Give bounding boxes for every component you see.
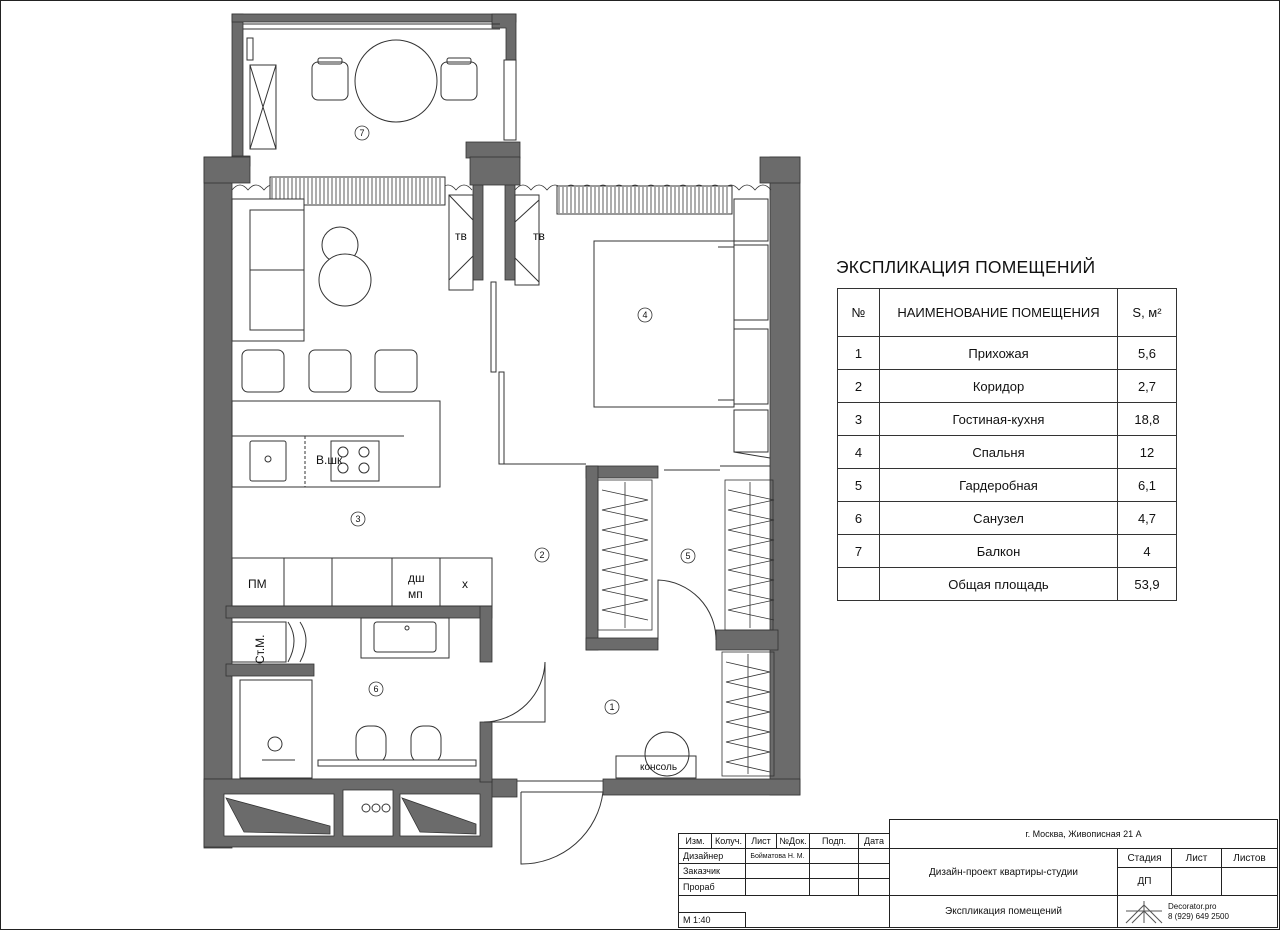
- stamp-cell: [858, 878, 890, 896]
- row-name-cell: Спальня: [880, 436, 1118, 469]
- total-num-cell: [838, 568, 880, 601]
- stamp-cell: [858, 863, 890, 879]
- row-name-cell: Прихожая: [880, 337, 1118, 370]
- row-area-cell: 4: [1118, 535, 1177, 568]
- table-row: [838, 370, 1177, 403]
- stamp-designer-name: Бойматова Н. М.: [745, 848, 810, 864]
- room-number-3: 3: [355, 514, 361, 524]
- fridge-label: ПМ: [248, 577, 267, 591]
- row-num-cell: 3: [838, 403, 880, 436]
- row-name-cell: Балкон: [880, 535, 1118, 568]
- stamp-cell: [809, 863, 859, 879]
- stamp-cell: [809, 848, 859, 864]
- stamp-stage: ДП: [1117, 867, 1172, 896]
- room-number-7: 7: [359, 128, 365, 138]
- table-row: [838, 337, 1177, 370]
- row-num-cell: 7: [838, 535, 880, 568]
- row-area-cell: 6,1: [1118, 469, 1177, 502]
- room-number-5: 5: [685, 551, 691, 561]
- stamp-izm: Изм.: [678, 833, 712, 849]
- stamp-foreman-label: Прораб: [678, 878, 746, 896]
- stamp-cell: [1171, 867, 1222, 896]
- row-area-cell: 18,8: [1118, 403, 1177, 436]
- stamp-cell: [1221, 867, 1278, 896]
- stamp-podp: Подп.: [809, 833, 859, 849]
- row-name-cell: Гостиная-кухня: [880, 403, 1118, 436]
- header-name: НАИМЕНОВАНИЕ ПОМЕЩЕНИЯ: [880, 289, 1118, 337]
- room-number-1: 1: [609, 702, 615, 712]
- explication-title: ЭКСПЛИКАЦИЯ ПОМЕЩЕНИЙ: [836, 257, 1096, 277]
- table-header-row: [838, 289, 1177, 337]
- title-block: [678, 819, 1278, 928]
- stamp-cell: [745, 863, 810, 879]
- row-area-cell: 5,6: [1118, 337, 1177, 370]
- stamp-data: Дата: [858, 833, 890, 849]
- stamp-ndok: №Док.: [776, 833, 810, 849]
- stamp-client-label: Заказчик: [678, 863, 746, 879]
- table-row: [838, 535, 1177, 568]
- stamp-cell: [858, 848, 890, 864]
- header-area: S, м²: [1118, 289, 1177, 337]
- header-num: №: [838, 289, 880, 337]
- stamp-scale: М 1:40: [678, 912, 746, 928]
- stamp-phone: 8 (929) 649 2500: [1168, 911, 1229, 921]
- total-area-cell: 53,9: [1118, 568, 1177, 601]
- row-num-cell: 5: [838, 469, 880, 502]
- room-number-2: 2: [539, 550, 545, 560]
- stamp-list: Лист: [745, 833, 777, 849]
- washer-label: Ст.М.: [253, 634, 267, 664]
- stamp-stage-header: Стадия: [1117, 848, 1172, 868]
- row-name-cell: Гардеробная: [880, 469, 1118, 502]
- stamp-designer-label: Дизайнер: [678, 848, 746, 864]
- dishwasher-label: дш: [408, 571, 425, 585]
- row-area-cell: 12: [1118, 436, 1177, 469]
- console-label: консоль: [640, 762, 678, 773]
- table-row: [838, 469, 1177, 502]
- oven-label: В.шк: [316, 453, 343, 467]
- table-row: [838, 502, 1177, 535]
- tv-label-left: тв: [455, 229, 467, 243]
- row-num-cell: 6: [838, 502, 880, 535]
- room-number-4: 4: [642, 310, 648, 320]
- row-num-cell: 1: [838, 337, 880, 370]
- stamp-list-header: Лист: [1171, 848, 1222, 868]
- stamp-lists-header: Листов: [1221, 848, 1278, 868]
- row-area-cell: 2,7: [1118, 370, 1177, 403]
- total-name-cell: Общая площадь: [880, 568, 1118, 601]
- row-area-cell: 4,7: [1118, 502, 1177, 535]
- stamp-logo: [1117, 895, 1278, 928]
- row-name-cell: Коридор: [880, 370, 1118, 403]
- row-name-cell: Санузел: [880, 502, 1118, 535]
- microwave-label: мп: [408, 587, 423, 601]
- stamp-sheet-title: Экспликация помещений: [889, 895, 1118, 928]
- table-total-row: [838, 568, 1177, 601]
- stamp-project: Дизайн-проект квартиры-студии: [889, 848, 1118, 896]
- row-num-cell: 2: [838, 370, 880, 403]
- stamp-site: Decorator.pro: [1168, 901, 1217, 911]
- refrigerator-label: х: [462, 577, 468, 591]
- table-row: [838, 436, 1177, 469]
- stamp-koluch: Колуч.: [711, 833, 746, 849]
- row-num-cell: 4: [838, 436, 880, 469]
- explication-table: [837, 288, 1177, 601]
- room-number-6: 6: [373, 684, 379, 694]
- stamp-address: г. Москва, Живописная 21 А: [889, 819, 1278, 849]
- stamp-cell: [809, 878, 859, 896]
- stamp-cell: [745, 878, 810, 896]
- tv-label-right: тв: [533, 229, 545, 243]
- decorator-logo-icon: [1124, 899, 1164, 925]
- table-row: [838, 403, 1177, 436]
